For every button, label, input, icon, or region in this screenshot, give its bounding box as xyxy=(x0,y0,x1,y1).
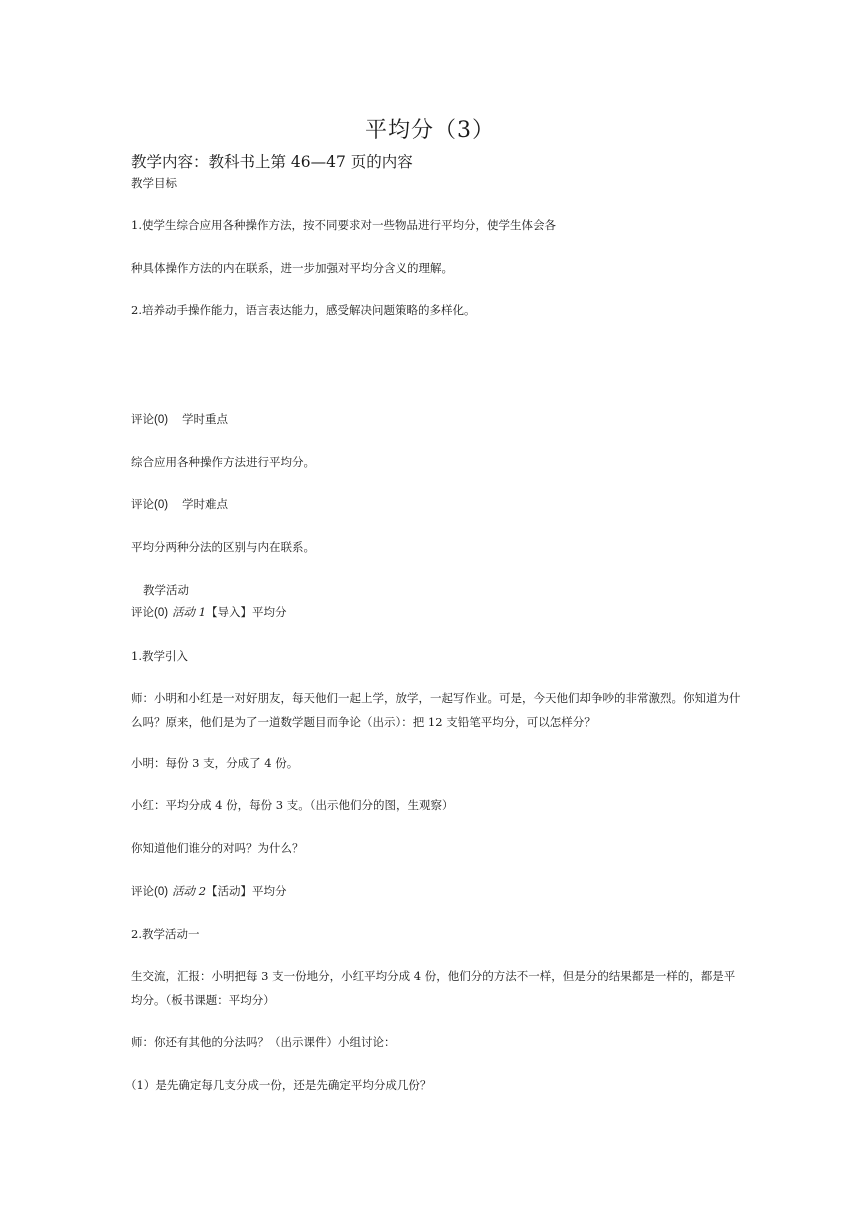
discussion-item-1: （1）是先确定每几支分成一份，还是先确定平均分成几份？ xyxy=(125,1078,432,1092)
activity-2-title: 【活动】平均分 xyxy=(206,884,287,898)
comment-link[interactable]: 评论(0) xyxy=(131,886,169,898)
comment-link[interactable]: 评论(0) xyxy=(131,499,169,511)
activity-1-row xyxy=(131,601,287,624)
teacher-paragraph: 师：小明和小红是一对好朋友，每天他们一起上学，放学，一起写作业。可是，今天他们却争吵的非常激烈。你知道为什么吗？原来，他们是为了一道数学题目而争论（出示）：把 12 支铅笔平均分，可以怎样分？ xyxy=(131,691,741,729)
activities-heading: 教学活动 xyxy=(143,583,189,597)
objective-2: 2.培养动手操作能力，语言表达能力，感受解决问题策略的多样化。 xyxy=(131,303,476,317)
activity-1-label: 活动 1 xyxy=(172,605,207,619)
intro-heading: 1.教学引入 xyxy=(131,649,188,663)
key-point-label: 学时重点 xyxy=(182,412,229,426)
activity-1-title: 【导入】平均分 xyxy=(206,605,287,619)
student-paragraph: 生交流，汇报：小明把每 3 支一份地分，小红平均分成 4 份，他们分的方法不一样，但是分的结果都是一样的，都是平均分。（板书课题：平均分） xyxy=(131,969,736,1007)
difficulty-row xyxy=(131,493,228,516)
activity-heading: 2.教学活动一 xyxy=(131,927,200,941)
difficulty-text: 平均分两种分法的区别与内在联系。 xyxy=(131,540,315,554)
difficulty-label: 学时难点 xyxy=(182,497,229,511)
teaching-content: 教学内容：教科书上第 46—47 页的内容 xyxy=(131,153,413,171)
activity-2-row xyxy=(131,880,287,903)
teacher-question: 师：你还有其他的分法吗？（出示课件）小组讨论： xyxy=(131,1035,396,1049)
xiaoming-line: 小明：每份 3 支，分成了 4 份。 xyxy=(131,756,299,770)
comment-link[interactable]: 评论(0) xyxy=(131,414,169,426)
question-line: 你知道他们谁分的对吗？为什么？ xyxy=(131,841,304,855)
page-title: 平均分（3） xyxy=(365,118,495,143)
key-point-text: 综合应用各种操作方法进行平均分。 xyxy=(131,455,315,469)
activity-2-label: 活动 2 xyxy=(172,884,207,898)
comment-link[interactable]: 评论(0) xyxy=(131,607,169,619)
objective-1-line-2: 种具体操作方法的内在联系，进一步加强对平均分含义的理解。 xyxy=(131,261,453,275)
key-point-row xyxy=(131,408,228,431)
objective-1-line-1: 1.使学生综合应用各种操作方法，按不同要求对一些物品进行平均分，使学生体会各 xyxy=(131,218,556,232)
objectives-heading: 教学目标 xyxy=(131,176,177,190)
xiaohong-line: 小红：平均分成 4 份，每份 3 支。（出示他们分的图，生观察） xyxy=(131,798,454,812)
